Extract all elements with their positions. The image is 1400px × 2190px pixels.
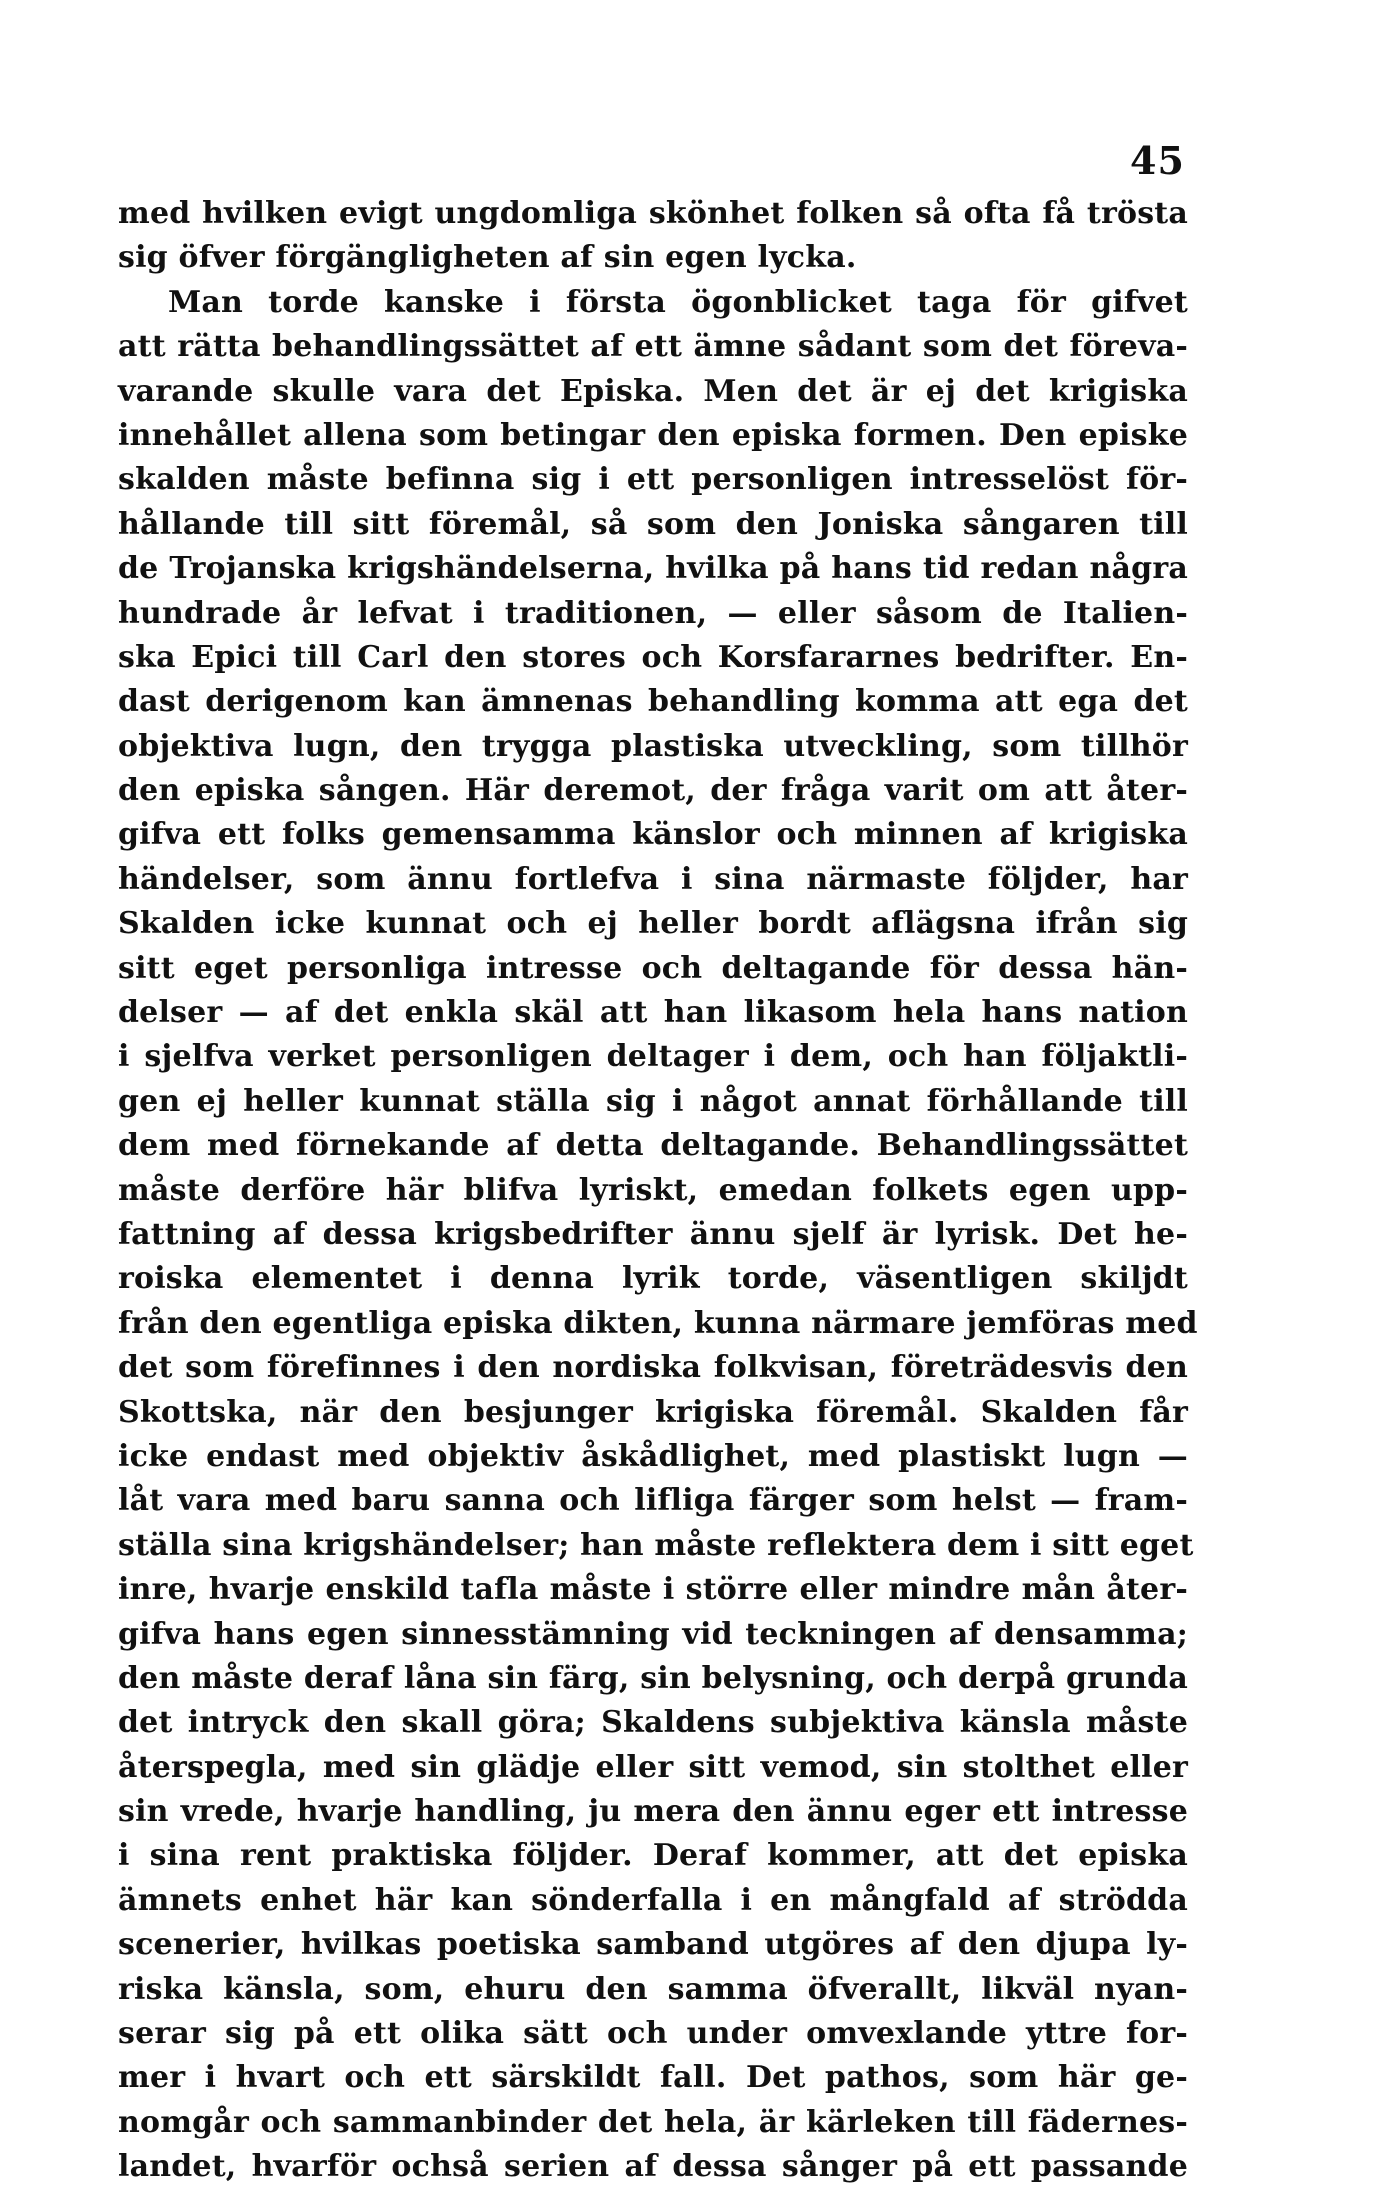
text-line: Man torde kanske i första ögonblicket taga för gifvet [168,284,1188,320]
text-line: landet, hvarför ochså serien af dessa sånger på ett passande [118,2149,1188,2185]
text-line: innehållet allena som betingar den episka formen. Den episke [118,417,1188,453]
text-line: att rätta behandlingssättet af ett ämne sådant som det föreva- [118,329,1188,365]
text-line: i sjelfva verket personligen deltager i dem, och han följaktli- [118,1039,1188,1075]
text-line: riska känsla, som, ehuru den samma öfverallt, likväl nyan- [118,1971,1188,2007]
text-line: låt vara med baru sanna och lifliga färger som helst — fram- [118,1483,1188,1519]
text-line: skalden måste befinna sig i ett personligen intresselöst för- [118,462,1188,498]
text-line: hållande till sitt föremål, så som den Joniska sångaren till [118,506,1188,542]
text-line: de Trojanska krigshändelserna, hvilka på hans tid redan några [118,551,1188,587]
text-line: hundrade år lefvat i traditionen, — eller såsom de Italien- [118,595,1188,631]
text-line: det intryck den skall göra; Skaldens subjektiva känsla måste [118,1705,1188,1741]
text-line: inre, hvarje enskild tafla måste i större eller mindre mån åter- [118,1572,1188,1608]
text-line: gifva ett folks gemensamma känslor och minnen af krigiska [118,817,1188,853]
text-line: icke endast med objektiv åskådlighet, med plastiskt lugn — [118,1438,1188,1474]
text-line: återspegla, med sin glädje eller sitt vemod, sin stolthet eller [118,1749,1188,1785]
text-line: den episka sången. Här deremot, der fråga varit om att åter- [118,773,1188,809]
text-line: dem med förnekande af detta deltagande. Behandlingssättet [118,1128,1188,1164]
text-line: det som förefinnes i den nordiska folkvisan, företrädesvis den [118,1350,1188,1386]
text-line: roiska elementet i denna lyrik torde, väsentligen skiljdt [118,1261,1188,1297]
text-line: från den egentliga episka dikten, kunna närmare jemföras med [118,1305,1198,1341]
text-line: sitt eget personliga intresse och deltagande för dessa hän- [118,950,1188,986]
text-line: delser — af det enkla skäl att han likasom hela hans nation [118,995,1188,1031]
body-text [118,192,1198,2190]
text-line: i sina rent praktiska följder. Deraf kommer, att det episka [118,1838,1188,1874]
text-line: fattning af dessa krigsbedrifter ännu sjelf är lyrisk. Det he- [118,1216,1188,1252]
text-line: händelser, som ännu fortlefva i sina närmaste följder, har [118,861,1188,897]
text-line: Skottska, när den besjunger krigiska föremål. Skalden får [118,1394,1188,1430]
text-line: scenerier, hvilkas poetiska samband utgöres af den djupa ly- [118,1927,1188,1963]
text-line: den måste deraf låna sin färg, sin belysning, och derpå grunda [118,1660,1188,1696]
text-line: sin vrede, hvarje handling, ju mera den ännu eger ett intresse [118,1794,1188,1830]
text-line: med hvilken evigt ungdomliga skönhet folken så ofta få trösta [118,196,1188,231]
text-line: måste derföre här blifva lyriskt, emedan folkets egen upp- [118,1172,1188,1208]
text-line: dast derigenom kan ämnenas behandling komma att ega det [118,684,1188,720]
text-line: ställa sina krigshändelser; han måste reflektera dem i sitt eget [118,1527,1194,1563]
text-line: ska Epici till Carl den stores och Korsfararnes bedrifter. En- [118,639,1188,675]
text-line: sig öfver förgängligheten af sin egen lycka. [118,240,857,276]
text-line: serar sig på ett olika sätt och under omvexlande yttre for- [118,2016,1188,2052]
text-line: objektiva lugn, den trygga plastiska utveckling, som tillhör [118,728,1188,764]
text-line: gifva hans egen sinnesstämning vid teckningen af densamma; [118,1616,1188,1652]
text-line: varande skulle vara det Episka. Men det är ej det krigiska [118,373,1188,409]
page-number: 45 [1130,138,1185,183]
text-line: Skalden icke kunnat och ej heller bordt aflägsna ifrån sig [118,906,1188,942]
text-line: nomgår och sammanbinder det hela, är kärleken till fädernes- [118,2104,1188,2140]
text-line: gen ej heller kunnat ställa sig i något annat förhållande till [118,1083,1188,1119]
text-line: ämnets enhet här kan sönderfalla i en mångfald af strödda [118,1882,1188,1918]
text-line: mer i hvart och ett särskildt fall. Det pathos, som här ge- [118,2060,1188,2096]
